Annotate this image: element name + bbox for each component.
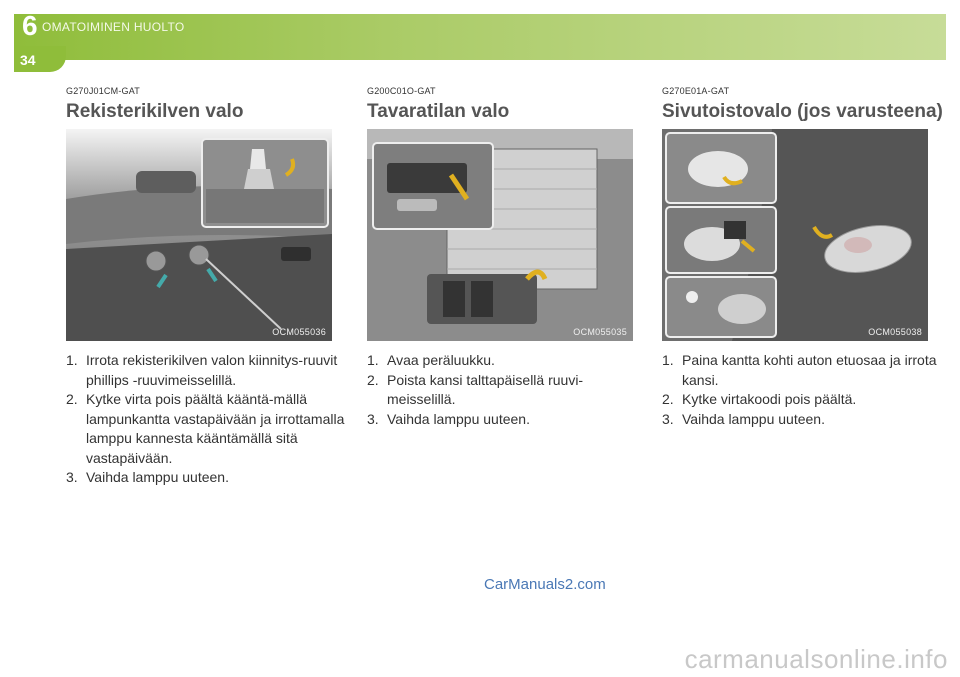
step-number: 3. <box>367 410 379 427</box>
image-code: OCM055036 <box>272 327 326 337</box>
step-number: 1. <box>367 352 379 368</box>
step-number: 2. <box>66 391 78 407</box>
list-item <box>662 390 944 410</box>
step-text: Vaihda lamppu uuteen. <box>387 410 530 427</box>
list-item <box>367 371 649 410</box>
image-code: OCM055035 <box>573 327 627 337</box>
list-item <box>66 351 348 390</box>
section-license-plate-light <box>66 86 348 488</box>
step-text: Irrota rekisterikilven valon kiinnitys-ruuvit phillips -ruuvimeisselillä. <box>86 352 338 388</box>
step-text: Paina kantta kohti auton etuosaa ja irrota kansi. <box>682 352 937 388</box>
site-watermark: carmanualsonline.info <box>684 644 948 674</box>
list-item <box>662 351 944 390</box>
side-repeater-light-photo <box>662 129 928 341</box>
step-text: Kytke virtakoodi pois päältä. <box>682 391 857 407</box>
step-text: Kytke virta pois päältä kääntä-mällä lampunkantta vastapäivään ja irrottamalla lamppu kannesta kääntämällä sitä vastapäivään. <box>86 391 345 466</box>
step-number: 2. <box>367 371 379 388</box>
carmanuals-link[interactable]: CarManuals2.com <box>484 576 606 593</box>
step-number: 1. <box>662 352 674 368</box>
step-number: 3. <box>66 469 78 485</box>
steps-list <box>662 351 944 429</box>
trunk-light-photo <box>367 129 633 341</box>
list-item <box>367 351 649 371</box>
step-number: 3. <box>662 410 674 427</box>
chapter-number: 6 <box>22 10 38 41</box>
image-code: OCM055038 <box>868 327 922 337</box>
section-code: G200C01O-GAT <box>367 86 436 96</box>
license-plate-light-photo <box>66 129 332 341</box>
step-text: Poista kansi talttapäisellä ruuvi-meisselillä. <box>387 371 584 407</box>
section-side-repeater-light <box>662 86 944 429</box>
section-title: Rekisterikilven valo <box>66 101 244 122</box>
section-title: Sivutoistovalo (jos varusteena) <box>662 101 943 122</box>
section-code: G270E01A-GAT <box>662 86 730 96</box>
section-code: G270J01CM-GAT <box>66 86 140 96</box>
section-trunk-light <box>367 86 649 429</box>
step-number: 2. <box>662 391 674 407</box>
step-text: Avaa peräluukku. <box>387 352 495 368</box>
step-text: Vaihda lamppu uuteen. <box>682 410 825 427</box>
list-item <box>662 410 944 430</box>
section-title: Tavaratilan valo <box>367 101 510 122</box>
page-number: 34 <box>20 52 36 68</box>
list-item <box>367 410 649 430</box>
step-number: 1. <box>66 352 78 368</box>
chapter-title: OMATOIMINEN HUOLTO <box>42 20 185 34</box>
steps-list <box>367 351 649 429</box>
steps-list <box>66 351 348 488</box>
step-text: Vaihda lamppu uuteen. <box>86 469 229 485</box>
list-item <box>66 468 348 488</box>
list-item <box>66 390 348 468</box>
